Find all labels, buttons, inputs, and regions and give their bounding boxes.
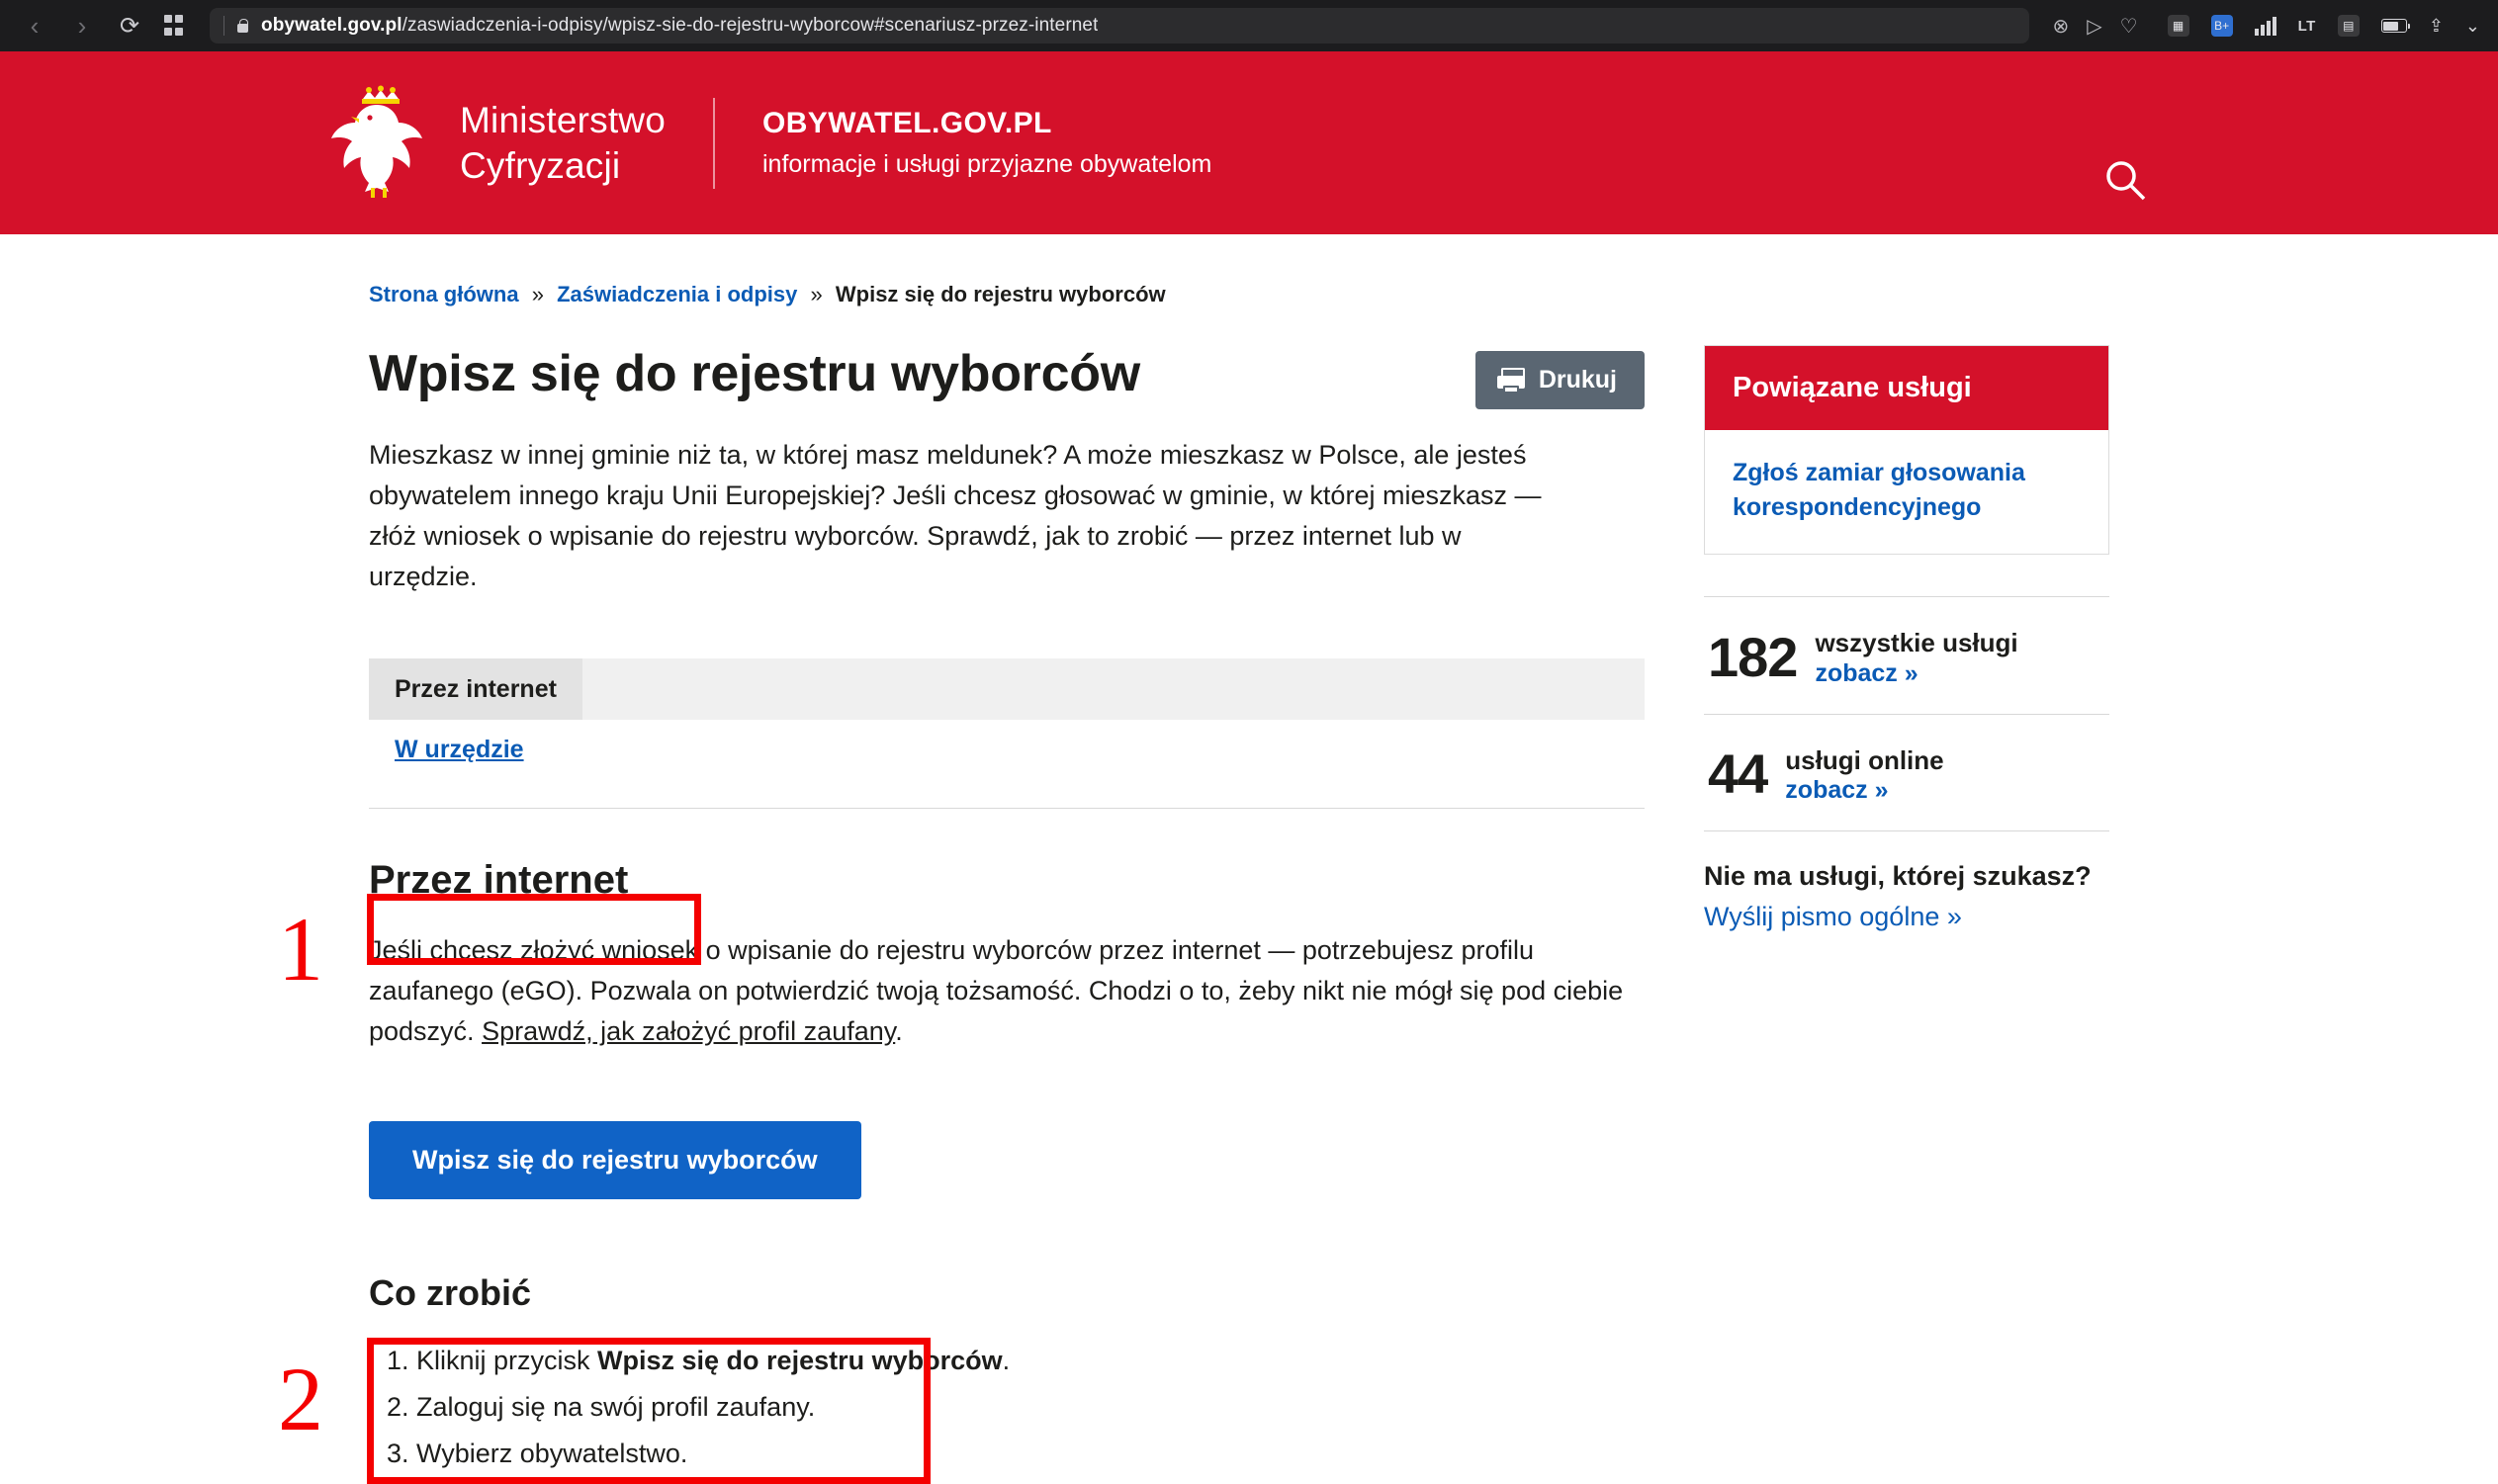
section-title-przez-internet: Przez internet xyxy=(369,858,629,903)
stat-number: 182 xyxy=(1708,625,1798,688)
badge-icon[interactable]: B+ xyxy=(2211,15,2233,37)
back-arrow-icon[interactable]: ‹ xyxy=(30,11,40,41)
page-lead-text: Mieszkasz w innej gminie niż ta, w której masz meldunek? A może mieszkasz w Polsce, ale jesteś obywatelem innego kraju Unii Europejskiej? Jeśli chcesz głosować w gminie, w której mieszkasz — złóż wniosek o wpisanie do rejestru wyborców. Sprawdź, jak to zrobić — przez internet lub w urzędzie. xyxy=(369,440,1542,592)
cta-wrapper xyxy=(369,1121,1645,1199)
ministry-line-2: Cyfryzacji xyxy=(460,144,621,186)
breadcrumb xyxy=(369,234,2129,307)
step-text: Zaloguj się na swój profil zaufany. xyxy=(416,1391,816,1422)
list-item xyxy=(416,1433,1645,1475)
keyboard-layout-indicator[interactable]: LT xyxy=(2297,17,2316,35)
section-body xyxy=(369,930,1635,1052)
sidebar xyxy=(1704,345,2109,1478)
main-content xyxy=(278,345,1645,1478)
user-icon[interactable]: ⌄ xyxy=(2464,15,2480,36)
header-divider xyxy=(713,98,715,189)
scenario-tabs xyxy=(369,658,1645,764)
howto-steps xyxy=(369,1340,1645,1474)
url-text xyxy=(261,15,1098,37)
print-button-label: Drukuj xyxy=(1538,366,1617,393)
block-icon[interactable]: ⊗ xyxy=(2052,15,2070,38)
window-icon[interactable]: ▤ xyxy=(2338,15,2360,37)
related-service-link[interactable]: Zgłoś zamiar głosowania korespondencyjnego xyxy=(1733,459,2025,521)
polish-eagle-logo xyxy=(329,85,424,202)
section-divider xyxy=(369,808,1645,809)
tabs-row xyxy=(369,658,1645,720)
stat-label: wszystkie usługi xyxy=(1815,628,2018,657)
section-body-end: . xyxy=(895,1016,903,1047)
page-title: Wpisz się do rejestru wyborców xyxy=(369,345,1140,402)
stat-label: usługi online xyxy=(1785,744,1944,775)
url-path: /zaswiadczenia-i-odpisy/wpisz-sie-do-rejestru-wyborcow#scenariusz-przez-internet xyxy=(401,15,1099,36)
step-text: Wybierz obywatelstwo. xyxy=(416,1438,688,1468)
general-letter-link[interactable]: Wyślij pismo ogólne » xyxy=(1704,902,1962,931)
share-icon[interactable]: ▷ xyxy=(2087,15,2102,38)
page-body xyxy=(0,234,2498,1478)
step-end: . xyxy=(1002,1346,1011,1376)
site-header xyxy=(0,51,2498,234)
tab-grid-icon[interactable] xyxy=(164,15,186,37)
browser-right-icons xyxy=(2053,14,2138,39)
related-services-body xyxy=(1705,430,2108,554)
tab-w-urzedzie[interactable]: W urzędzie xyxy=(395,736,524,764)
step-text: Kliknij przycisk xyxy=(416,1346,598,1376)
breadcrumb-section[interactable]: Zaświadczenia i odpisy xyxy=(557,282,798,306)
print-button[interactable] xyxy=(1475,351,1645,409)
printer-icon xyxy=(1497,368,1525,393)
brand-title: OBYWATEL.GOV.PL xyxy=(762,107,1052,139)
url-host: obywatel.gov.pl xyxy=(261,15,402,36)
related-services-box xyxy=(1704,345,2109,555)
forward-arrow-icon[interactable]: › xyxy=(77,11,87,41)
heart-icon[interactable]: ♡ xyxy=(2119,15,2138,38)
annotation-number-2: 2 xyxy=(278,1349,323,1449)
profil-zaufany-link[interactable]: Sprawdź, jak założyć profil zaufany xyxy=(482,1016,896,1047)
upload-icon[interactable]: ⇪ xyxy=(2428,15,2444,36)
howto-title: Co zrobić xyxy=(369,1272,532,1314)
wifi-bars-icon[interactable] xyxy=(2255,16,2276,36)
urlbar-divider xyxy=(223,16,224,36)
lock-icon xyxy=(236,18,249,34)
system-tray xyxy=(2168,15,2480,37)
breadcrumb-separator-1: » xyxy=(531,282,544,306)
tab-przez-internet[interactable]: Przez internet xyxy=(369,658,582,720)
app-icon[interactable]: ▦ xyxy=(2168,15,2189,37)
address-bar[interactable] xyxy=(210,8,2029,44)
step-bold: Wpisz się do rejestru wyborców xyxy=(597,1346,1003,1376)
search-icon[interactable] xyxy=(2103,158,2147,207)
stats-block xyxy=(1704,596,2109,830)
breadcrumb-current: Wpisz się do rejestru wyborców xyxy=(835,282,1166,306)
ministry-name xyxy=(460,98,666,187)
breadcrumb-separator-2: » xyxy=(810,282,823,306)
stat-link[interactable]: zobacz » xyxy=(1815,658,1918,687)
browser-toolbar xyxy=(0,0,2498,51)
stat-all-services xyxy=(1704,596,2109,714)
section-body-text: Jeśli chcesz złożyć wniosek o wpisanie do rejestru wyborców przez internet — potrzebujesz profilu zaufanego (eGO). Pozwala on potwierdzić twoją tożsamość. Chodzi o to, żeby nikt nie mógł się pod ciebie podszyć. xyxy=(369,935,1624,1047)
brand-block xyxy=(762,107,1211,179)
ask-question: Nie ma usługi, której szukasz? xyxy=(1704,861,2092,891)
ministry-line-1: Ministerstwo xyxy=(460,100,666,141)
list-item xyxy=(416,1340,1645,1382)
battery-icon[interactable] xyxy=(2381,19,2407,33)
list-item xyxy=(416,1386,1645,1429)
annotation-number-1: 1 xyxy=(278,899,323,1000)
brand-subtitle: informacje i usługi przyjazne obywatelom xyxy=(762,150,1212,178)
stat-link[interactable]: zobacz » xyxy=(1785,776,1889,804)
stat-number: 44 xyxy=(1708,742,1768,806)
stat-online-services xyxy=(1704,714,2109,831)
tabs-secondary-row xyxy=(369,720,1645,764)
breadcrumb-home[interactable]: Strona główna xyxy=(369,282,519,306)
register-voter-button[interactable]: Wpisz się do rejestru wyborców xyxy=(369,1121,861,1199)
ask-block xyxy=(1704,830,2109,932)
reload-icon[interactable]: ⟳ xyxy=(119,12,140,40)
related-services-title: Powiązane usługi xyxy=(1705,346,2108,430)
